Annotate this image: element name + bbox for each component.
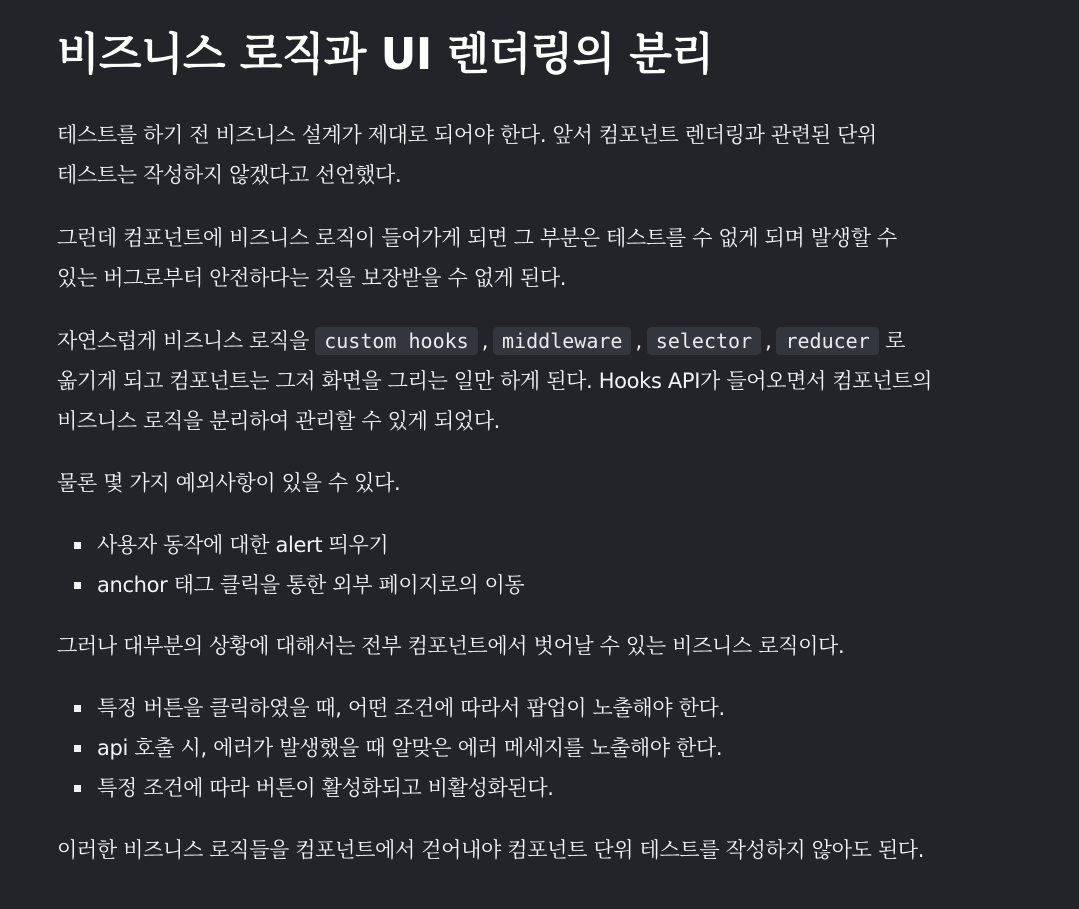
bullet-icon [74,705,81,712]
paragraph-intro [57,115,877,195]
inline-code-custom-hooks: custom hooks [315,327,478,355]
article-title: 비즈니스 로직과 UI 렌더링의 분리 [57,29,714,80]
paragraph-risk [57,218,897,298]
list-item-text: 사용자 동작에 대한 alert 띄우기 [97,533,389,557]
bullet-icon [74,745,81,752]
paragraph-separation [57,321,932,441]
business-logic-list [74,688,725,808]
paragraph-text: 로 [885,329,906,353]
paragraph-line: 비즈니스 로직을 분리하여 관리할 수 있게 되었다. [57,409,500,433]
paragraph-line: 있는 버그로부터 안전하다는 것을 보장받을 수 없게 된다. [57,266,567,290]
list-item-text: api 호출 시, 에러가 발생했을 때 알맞은 에러 메세지를 노출해야 한다. [97,736,723,760]
bullet-icon [74,542,81,549]
inline-code-middleware: middleware [493,327,631,355]
list-item-text: 특정 조건에 따라 버튼이 활성화되고 비활성화된다. [97,776,554,800]
list-item-text: 특정 버튼을 클릭하였을 때, 어떤 조건에 따라서 팝업이 노출해야 한다. [97,696,725,720]
exceptions-list [74,525,524,605]
paragraph-text: 자연스럽게 비즈니스 로직을 [57,329,309,353]
inline-code-reducer: reducer [776,327,878,355]
list-item [74,728,725,768]
paragraph-line: 테스트를 하기 전 비즈니스 설계가 제대로 되어야 한다. 앞서 컴포넌트 렌더링과 관련된 단위 [57,123,877,147]
separator: , [481,329,489,353]
paragraph-exceptions-intro: 물론 몇 가지 예외사항이 있을 수 있다. [57,471,401,495]
separator: , [765,329,772,353]
paragraph-business-logic: 그러나 대부분의 상황에 대해서는 전부 컴포넌트에서 벗어날 수 있는 비즈니스 로직이다. [57,634,845,658]
paragraph-line: 옮기게 되고 컴포넌트는 그저 화면을 그리는 일만 하게 된다. Hooks API가 들어오면서 컴포넌트의 [57,369,932,393]
bullet-icon [74,785,81,792]
list-item-text: anchor 태그 클릭을 통한 외부 페이지로의 이동 [97,573,525,597]
paragraph-line: 테스트는 작성하지 않겠다고 선언했다. [57,163,402,187]
inline-code-selector: selector [647,327,761,355]
paragraph-line [57,321,932,361]
separator: , [635,329,642,353]
list-item [74,768,725,808]
paragraph-conclusion: 이러한 비즈니스 로직들을 컴포넌트에서 걷어내야 컴포넌트 단위 테스트를 작성하지 않아도 된다. [57,838,925,862]
list-item [74,688,725,728]
list-item [74,525,524,565]
paragraph-line: 그런데 컴포넌트에 비즈니스 로직이 들어가게 되면 그 부분은 테스트를 수 없게 되며 발생할 수 [57,226,897,250]
list-item [74,565,524,605]
bullet-icon [74,582,81,589]
